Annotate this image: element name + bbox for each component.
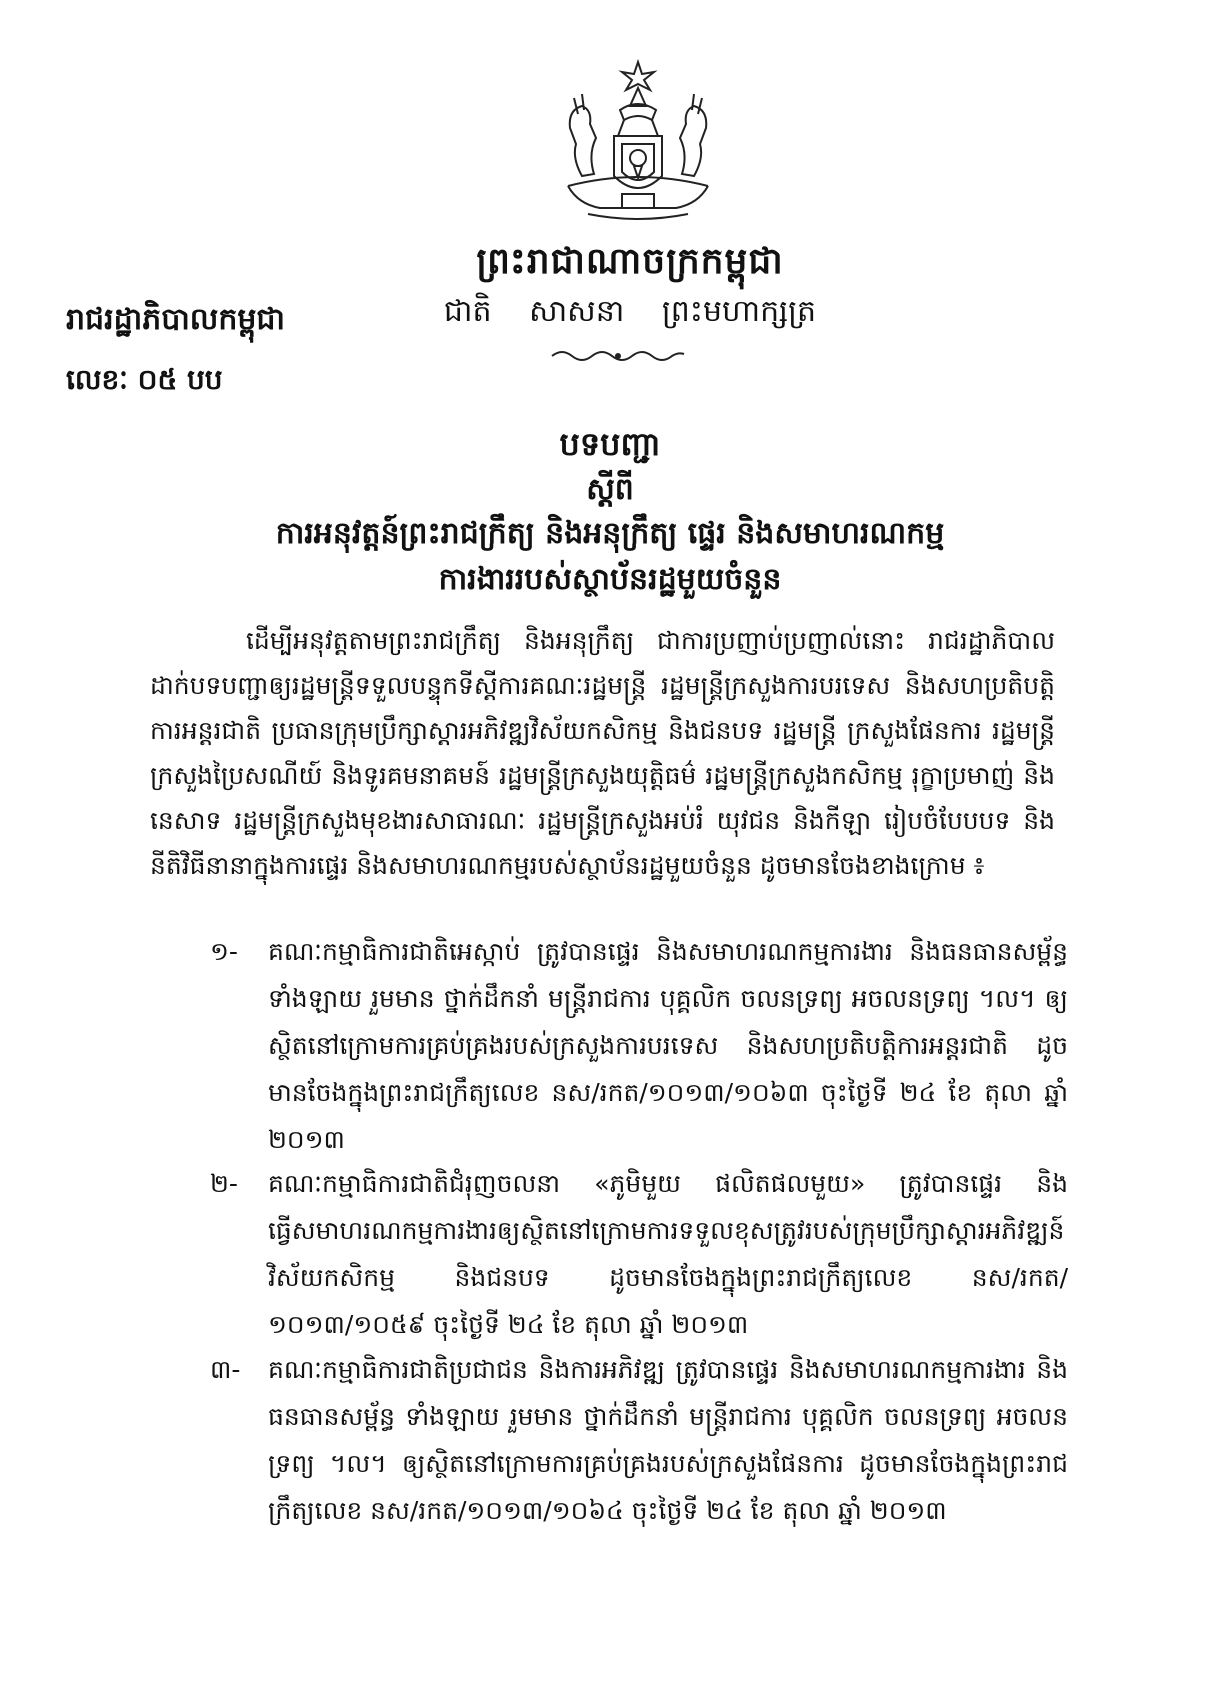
motto-nation: ជាតិ [443,294,492,329]
list-item-text: គណៈកម្មាធិការជាតិជំរុញចលនា «ភូមិមួយ ផលិតផលមួយ» ត្រូវបានផ្ទេរ និងធ្វើសមាហរណកម្មការងារឲ្យស្ថិតនៅក្រោមការទទួលខុសត្រូវរបស់ក្រុមប្រឹក្សាស្តារអភិវឌ្ឍន៍វិស័យកសិកម្ម និងជនបទ ដូចមានចែងក្នុងព្រះរាជក្រឹត្យលេខ នស/រកត/១០១៣/១០៥៩ ចុះថ្ងៃទី ២៤ ខែ តុលា ឆ្នាំ ២០១៣ [268,1169,1068,1339]
list-item-text: គណៈកម្មាធិការជាតិអេស្កាប់ ត្រូវបានផ្ទេរ និងសមាហរណកម្មការងារ និងធនធានសម្ព័ន្ធទាំងឡាយ រួមមាន ថ្នាក់ដឹកនាំ មន្ត្រីរាជការ បុគ្គលិក ចលនទ្រព្យ អចលនទ្រព្យ ។ល។ ឲ្យស្ថិតនៅក្រោមការគ្រប់គ្រងរបស់ក្រសួងការបរទេស និងសហប្រតិបត្តិការអន្តរជាតិ ដូចមានចែងក្នុងព្រះរាជក្រឹត្យលេខ នស/រកត/១០១៣/១០៦៣ ចុះថ្ងៃទី ២៤ ខែ តុលា ឆ្នាំ ២០១៣ [268,937,1068,1154]
motto-king: ព្រះមហាក្សត្រ [661,294,817,329]
list-item-number: ១- [210,937,238,966]
intro-paragraph: ដើម្បីអនុវត្តតាមព្រះរាជក្រឹត្យ និងអនុក្រឹត្យ ជាការប្រញាប់ប្រញាល់នោះ រាជរដ្ឋាភិបាល ដាក់បទបញ្ជាឲ្យរដ្ឋមន្ត្រីទទួលបន្ទុកទីស្តីការគណៈរដ្ឋមន្ត្រី រដ្ឋមន្ត្រីក្រសួងការបរទេស និងសហប្រតិបត្តិការអន្តរជាតិ ប្រធានក្រុមប្រឹក្សាស្តារអភិវឌ្ឍវិស័យកសិកម្ម និងជនបទ រដ្ឋមន្ត្រី ក្រសួងផែនការ រដ្ឋមន្ត្រីក្រសួងប្រៃសណីយ៍ និងទូរគមនាគមន៍ រដ្ឋមន្ត្រីក្រសួងយុត្តិធម៌ រដ្ឋមន្ត្រីក្រសួងកសិកម្ម រុក្ខាប្រមាញ់ និងនេសាទ រដ្ឋមន្ត្រីក្រសួងមុខងារសាធារណៈ រដ្ឋមន្ត្រីក្រសួងអប់រំ យុវជន និងកីឡា រៀបចំបែបបទ និងនីតិវិធីនានាក្នុងការផ្ទេរ និងសមាហរណកម្មរបស់ស្ថាប័នរដ្ឋមួយចំនួន ដូចមានចែងខាងក្រោម ៖ [150,626,1055,880]
motto-religion: សាសនា [529,294,625,329]
list-item-number: ២- [210,1169,238,1198]
title-regarding: ស្តីពី [586,472,634,507]
document-type: បទបញ្ជា [559,425,661,463]
government-name: រាជរដ្ឋាភិបាលកម្ពុជា [66,302,285,337]
list-item-text: គណៈកម្មាធិការជាតិប្រជាជន និងការអភិវឌ្ឍ ត្រូវបានផ្ទេរ និងសមាហរណកម្មការងារ និងធនធានសម្ព័ន្ធ ទាំងឡាយ រួមមាន ថ្នាក់ដឹកនាំ មន្ត្រីរាជការ បុគ្គលិក ចលនទ្រព្យ អចលនទ្រព្យ ។ល។ ឲ្យស្ថិតនៅក្រោមការគ្រប់គ្រងរបស់ក្រសួងផែនការ ដូចមានចែងក្នុងព្រះរាជក្រឹត្យលេខ នស/រកត/១០១៣/១០៦៤ ចុះថ្ងៃទី ២៤ ខែ តុលា ឆ្នាំ ២០១៣ [268,1355,1068,1525]
national-motto [440,292,820,336]
list-item-number: ៣- [210,1355,241,1384]
title-line-2: ការងាររបស់ស្ថាប័នរដ្ឋមួយចំនួន [438,562,782,597]
royal-emblem-icon [548,58,728,228]
document-number: លេខៈ ០៥ បប [66,363,223,396]
kingdom-name: ព្រះរាជាណាចក្រកម្ពុជា [476,241,784,282]
title-line-1: ការអនុវត្តន៍ព្រះរាជក្រឹត្យ និងអនុក្រឹត្យ ផ្ទេរ និងសមាហរណកម្ម [275,516,945,551]
divider-ornament-icon [548,344,688,364]
